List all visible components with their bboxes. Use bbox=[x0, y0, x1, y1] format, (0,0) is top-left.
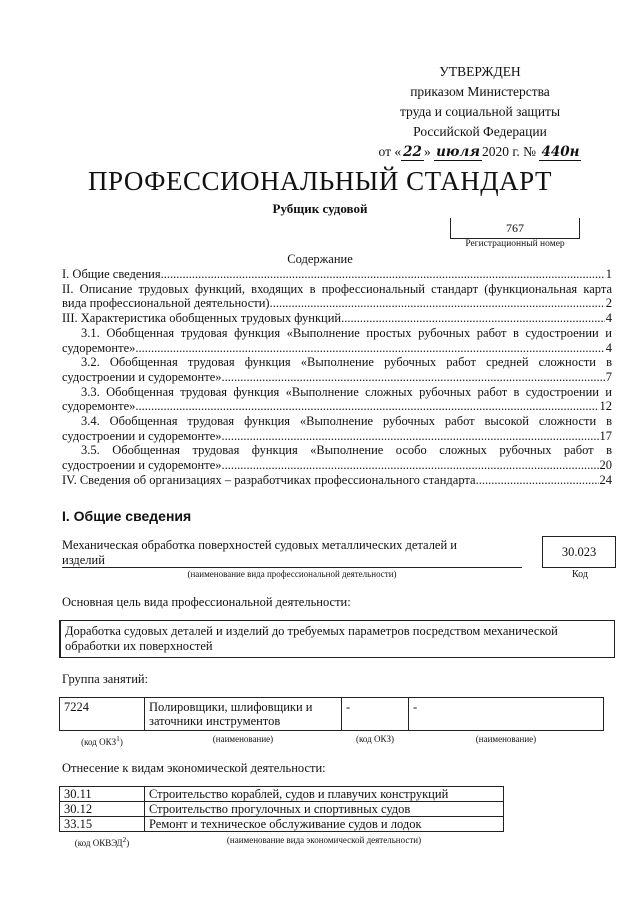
caption-okz-name-2: (наименование) bbox=[475, 734, 537, 744]
toc-item-line: 3.4. Обобщенная трудовая функция «Выполнение рубочных работ высокой сложности в bbox=[81, 414, 612, 429]
approval-day: 22 bbox=[403, 144, 422, 160]
okved-name: Строительство прогулочных и спортивных судов bbox=[145, 802, 504, 817]
toc-item-page: 24 bbox=[599, 472, 612, 487]
toc-item bbox=[62, 341, 612, 356]
toc-item-page: 12 bbox=[599, 399, 612, 414]
okz-name-2: - bbox=[409, 698, 604, 731]
toc-item-page: 7 bbox=[605, 369, 612, 384]
toc-item-page: 2 bbox=[605, 296, 612, 311]
okved-table bbox=[59, 786, 504, 851]
approval-line-3: труда и социальной защиты bbox=[399, 104, 561, 119]
okved-name: Строительство кораблей, судов и плавучих конструкций bbox=[145, 787, 504, 802]
okved-code: 30.12 bbox=[60, 802, 145, 817]
registration-number: 767 bbox=[450, 218, 580, 239]
caption-okz-code-1: (код ОКЗ$^1$) bbox=[81, 734, 123, 747]
approval-line-1: УТВЕРЖДЕН bbox=[439, 64, 521, 79]
toc-item bbox=[62, 370, 612, 385]
toc-item bbox=[62, 473, 612, 488]
date-prefix: от « bbox=[378, 144, 402, 159]
approval-block bbox=[360, 62, 600, 162]
table-row bbox=[60, 787, 504, 802]
okz-name-1-line-1: Полировщики, шлифовщики и bbox=[149, 700, 313, 714]
document-title: ПРОФЕССИОНАЛЬНЫЙ СТАНДАРТ bbox=[87, 166, 553, 196]
approval-month: июля bbox=[436, 144, 481, 160]
toc-item bbox=[62, 429, 612, 444]
toc-item-page: 1 bbox=[605, 267, 612, 281]
caption-okz-code-2: (код ОКЗ) bbox=[356, 734, 394, 744]
okz-name-1 bbox=[145, 698, 342, 731]
caption-okved-code: (код ОКВЭД$^2$) bbox=[74, 835, 130, 848]
okved-heading: Отнесение к видам экономической деятельности: bbox=[62, 761, 326, 775]
group-table bbox=[59, 697, 604, 750]
approval-number: 440н bbox=[541, 144, 580, 160]
goal-box bbox=[59, 620, 615, 658]
toc-item-text: судостроении и судоремонте» bbox=[62, 369, 222, 384]
toc-item-text: судостроении и судоремонте» bbox=[62, 428, 222, 443]
toc-item-page: 4 bbox=[605, 311, 612, 326]
toc-item-text: судостроении и судоремонте» bbox=[62, 458, 222, 473]
activity-caption: (наименование вида профессиональной деятельности) bbox=[187, 569, 397, 579]
document-subtitle: Рубщик судовой bbox=[272, 201, 368, 216]
toc-item-text: судоремонте» bbox=[62, 399, 136, 414]
goal-heading: Основная цель вида профессиональной деятельности: bbox=[62, 595, 351, 609]
okz-code-2: - bbox=[342, 698, 409, 731]
table-row bbox=[60, 698, 604, 731]
toc-item-page: 20 bbox=[599, 458, 612, 473]
activity-name bbox=[62, 538, 512, 568]
toc-item-text: судоремонте» bbox=[62, 340, 136, 355]
activity-code: 30.023 bbox=[542, 536, 616, 568]
goal-line-1: Доработка судовых деталей и изделий до требуемых параметров посредством механической bbox=[65, 624, 558, 638]
approval-line-4: Российской Федерации bbox=[413, 124, 547, 139]
okved-code: 30.11 bbox=[60, 787, 145, 802]
toc-item-line: 3.3. Обобщенная трудовая функция «Выполнение сложных рубочных работ в судостроении и bbox=[81, 384, 612, 399]
caption-okved-name: (наименование вида экономической деятельности) bbox=[226, 835, 422, 845]
caption-row bbox=[60, 731, 604, 751]
toc-item-line: 3.1. Обобщенная трудовая функция «Выполнение простых рубочных работ в судостроении и bbox=[81, 325, 612, 340]
approval-year: 2020 г. № bbox=[482, 144, 537, 159]
toc-item-page: 17 bbox=[599, 428, 612, 443]
registration-label: Регистрационный номер bbox=[465, 239, 565, 249]
okz-name-1-line-2: заточники инструментов bbox=[149, 714, 281, 728]
section-heading: I. Общие сведения bbox=[62, 508, 192, 524]
toc-item-text: вида профессиональной деятельности) bbox=[62, 296, 270, 311]
toc-item-text: III. Характеристика обобщенных трудовых функций bbox=[62, 311, 342, 326]
table-row bbox=[60, 802, 504, 817]
toc-item bbox=[62, 399, 612, 414]
caption-row bbox=[60, 832, 504, 852]
toc-item-line: 3.5. Обобщенная трудовая функция «Выполнение особо сложных рубочных работ в bbox=[81, 443, 612, 458]
okved-code: 33.15 bbox=[60, 817, 145, 832]
code-caption: Код bbox=[572, 569, 588, 580]
toc-item bbox=[62, 311, 612, 326]
table-of-contents bbox=[62, 267, 612, 488]
approval-date-line bbox=[360, 142, 600, 162]
toc-item bbox=[62, 458, 612, 473]
toc-item-text: I. Общие сведения bbox=[62, 267, 161, 281]
activity-line-1: Механическая обработка поверхностей судовых металлических деталей и bbox=[62, 538, 457, 552]
caption-okz-name-1: (наименование) bbox=[212, 734, 274, 744]
activity-underline bbox=[62, 567, 522, 568]
toc-item-line: 3.2. Обобщенная трудовая функция «Выполнение рубочных работ средней сложности в bbox=[81, 355, 612, 370]
okved-name: Ремонт и техническое обслуживание судов и лодок bbox=[145, 817, 504, 832]
toc-item-line: II. Описание трудовых функций, входящих в профессиональный стандарт (функциональная карта bbox=[62, 281, 612, 296]
activity-line-2: изделий bbox=[62, 553, 105, 567]
toc-item-page: 4 bbox=[605, 340, 612, 355]
toc-item bbox=[62, 267, 612, 282]
goal-line-2: обработки их поверхностей bbox=[65, 639, 213, 653]
approval-line-2: приказом Министерства bbox=[410, 84, 550, 99]
okz-code-1: 7224 bbox=[60, 698, 145, 731]
toc-item bbox=[62, 296, 612, 311]
table-row bbox=[60, 817, 504, 832]
toc-item-text: IV. Сведения об организациях – разработчиках профессионального стандарта bbox=[62, 472, 476, 487]
group-heading: Группа занятий: bbox=[62, 672, 149, 686]
date-mid: » bbox=[423, 144, 431, 159]
contents-heading: Содержание bbox=[287, 252, 353, 266]
